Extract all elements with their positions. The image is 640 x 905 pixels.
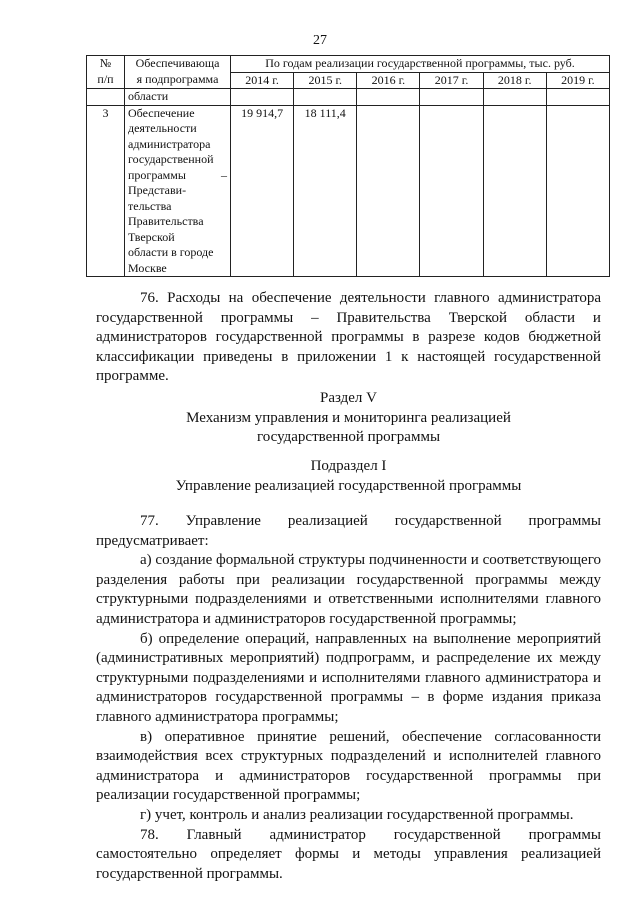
continuation-text: области	[125, 89, 231, 106]
year-2017: 2017 г.	[420, 72, 483, 89]
subsection-heading	[96, 457, 601, 496]
para76-line-4: классификации приведены в приложении 1 к настоящей государственной	[96, 348, 601, 365]
subsection-title: Подраздел I	[310, 458, 387, 474]
para76-line-3: администраторов государственной программы в разрезе кодов бюджетной	[96, 329, 601, 346]
section-heading	[96, 389, 601, 448]
para78-line-1: 78. Главный администратор государственной программы	[140, 826, 601, 843]
value-2018	[483, 105, 546, 277]
header-program: Обеспечивающа я подпрограмма	[125, 56, 231, 89]
para76-line-1: 76. Расходы на обеспечение деятельности главного администратора	[140, 290, 601, 306]
value-2016	[357, 105, 420, 277]
page-number: 27	[313, 33, 327, 48]
header-years-title: По годам реализации государственной программы, тыс. руб.	[231, 56, 610, 73]
budget-table	[86, 55, 610, 277]
year-2018: 2018 г.	[483, 72, 546, 89]
value-2014: 19 914,7	[231, 105, 294, 277]
para77-line-1: 77. Управление реализацией государственной программы	[140, 513, 601, 529]
para76-line-2: государственной программы – Правительства Тверской области и	[96, 309, 601, 326]
year-2015: 2015 г.	[294, 72, 357, 89]
value-2015: 18 111,4	[294, 105, 357, 277]
table-row-continuation	[87, 89, 610, 106]
value-2017	[420, 105, 483, 277]
year-2016: 2016 г.	[357, 72, 420, 89]
header-num: № п/п	[87, 56, 125, 89]
para77-line-2: предусматривает:	[96, 532, 209, 549]
row-number: 3	[87, 105, 125, 277]
para78-rest: самостоятельно определяет формы и методы управления реализацией государственной программы.	[96, 846, 601, 882]
year-2014: 2014 г.	[231, 72, 294, 89]
paragraph-76	[96, 289, 601, 387]
section-subtitle-2: государственной программы	[256, 429, 441, 446]
value-2019	[546, 105, 609, 277]
table-row	[87, 105, 610, 277]
section-subtitle-1: Механизм управления и мониторинга реализацией	[186, 409, 511, 426]
para77-item-c: в) оперативное принятие решений, обеспечение согласованности взаимодействия всех структурных подразделений и исполнителей главного администратора и администраторов государственной программы при реализации государственной программы;	[96, 728, 601, 804]
table-header-row	[87, 56, 610, 73]
paragraph-77	[96, 512, 601, 884]
para77-item-a: а) создание формальной структуры подчиненности и соответствующего разделения работы при реализации государственной программы между структурными подразделениями и ответственными исполнителями главного администратора и администраторов государственной программы;	[96, 552, 601, 627]
year-2019: 2019 г.	[546, 72, 609, 89]
row-program: Обеспечение деятельности администратора государственной программы – Представи- тельства Правительства Тверской области в городе Москве	[125, 105, 231, 277]
para76-line-5: программе.	[96, 368, 169, 385]
para77-item-d: г) учет, контроль и анализ реализации государственной программы.	[140, 806, 574, 823]
para77-item-b: б) определение операций, направленных на выполнение мероприятий (административных мероприятий) подпрограмм, и распределение их между структурными подразделениями и исполнителями главного администратора и администраторов государственной программы – в форме издания приказа главного администратора программы;	[96, 630, 601, 725]
section-title: Раздел V	[319, 390, 377, 406]
subsection-subtitle: Управление реализацией государственной программы	[175, 477, 522, 494]
